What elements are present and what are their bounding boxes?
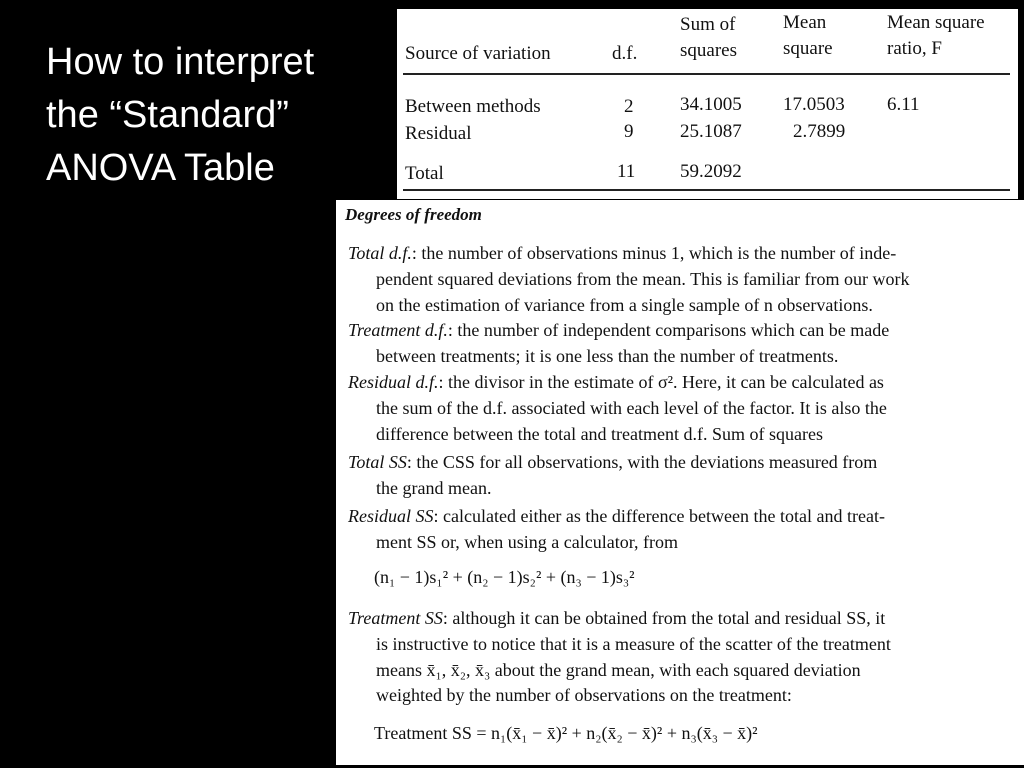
text-line: pendent squared deviations from the mean. This is familiar from our work xyxy=(376,268,910,289)
term-total-df: Total d.f. xyxy=(348,243,412,263)
text-line: the sum of the d.f. associated with each level of the factor. It is also the xyxy=(376,397,887,418)
text-line: on the estimation of variance from a single sample of n observations. xyxy=(376,294,873,315)
text-line: difference between the total and treatment d.f. Sum of squares xyxy=(376,423,824,444)
header-f-line1: Mean square xyxy=(887,12,985,33)
table-rule-bottom xyxy=(403,189,1010,191)
text-line: : the divisor in the estimate of σ². Here, it can be calculated as xyxy=(438,372,884,392)
term-residual-ss: Residual SS xyxy=(348,506,434,526)
treatment-ss-formula: Treatment SS = n₁(x̄₁ − x̄)² + n₂(x̄₂ − x̄)² + n₃(x̄₃ − x̄)² xyxy=(374,723,758,743)
row-total-ss: 59.2092 xyxy=(680,161,742,182)
text-line: weighted by the number of observations on the treatment: xyxy=(376,685,792,706)
para-treatment-df xyxy=(348,318,1018,370)
row-residual-ms: 2.7899 xyxy=(793,121,846,142)
text-line: : the number of independent comparisons which can be made xyxy=(447,320,890,340)
para-total-ss xyxy=(348,450,1018,502)
header-source: Source of variation xyxy=(405,43,551,64)
term-total-ss: Total SS xyxy=(348,452,407,472)
row-total-df: 11 xyxy=(617,161,636,182)
slide-title-line-3: ANOVA Table xyxy=(46,147,275,190)
text-line: : calculated either as the difference between the total and treat- xyxy=(433,506,885,526)
slide-title-line-1: How to interpret xyxy=(46,41,315,83)
text-line: means x̄₁, x̄₂, x̄₃ about the grand mean, with each squared deviation xyxy=(376,659,861,680)
row-between-df: 2 xyxy=(624,96,634,117)
text-line: : the CSS for all observations, with the deviations measured from xyxy=(406,452,878,472)
text-line: the grand mean. xyxy=(376,477,492,498)
text-line: between treatments; it is one less than the number of treatments. xyxy=(376,345,839,366)
row-residual-source: Residual xyxy=(405,123,472,144)
term-treatment-df: Treatment d.f. xyxy=(348,320,448,340)
residual-ss-formula: (n₁ − 1)s₁² + (n₂ − 1)s₂² + (n₃ − 1)s₃² xyxy=(374,567,635,587)
header-ss-line1: Sum of xyxy=(680,14,736,35)
term-treatment-ss: Treatment SS xyxy=(348,608,443,628)
text-line: : although it can be obtained from the total and residual SS, it xyxy=(442,608,886,628)
row-between-ms: 17.0503 xyxy=(783,94,845,115)
table-rule-top xyxy=(403,73,1010,75)
header-df: d.f. xyxy=(612,43,638,64)
slide-title-line-2: the “Standard” xyxy=(46,94,289,137)
header-ms-line1: Mean xyxy=(783,12,827,33)
row-total-source: Total xyxy=(405,163,444,184)
anova-table-image xyxy=(397,9,1018,199)
row-residual-df: 9 xyxy=(624,121,634,142)
row-residual-ss: 25.1087 xyxy=(680,121,742,142)
para-residual-ss xyxy=(348,504,1018,556)
para-total-df xyxy=(348,241,1018,318)
term-residual-df: Residual d.f. xyxy=(348,372,439,392)
notes-heading: Degrees of freedom xyxy=(345,205,482,224)
row-between-f: 6.11 xyxy=(887,94,920,115)
text-line: is instructive to notice that it is a measure of the scatter of the treatment xyxy=(376,633,891,654)
para-residual-df xyxy=(348,370,1018,447)
slide-title xyxy=(46,36,376,196)
text-line: : the number of observations minus 1, which is the number of inde- xyxy=(411,243,897,263)
para-treatment-ss xyxy=(348,606,1018,709)
row-between-ss: 34.1005 xyxy=(680,94,742,115)
row-between-source: Between methods xyxy=(405,96,541,117)
header-ms-line2: square xyxy=(783,38,833,59)
header-ss-line2: squares xyxy=(680,40,737,61)
definitions-text-image xyxy=(336,200,1024,765)
text-line: ment SS or, when using a calculator, from xyxy=(376,531,678,552)
header-f-line2: ratio, F xyxy=(887,38,942,59)
